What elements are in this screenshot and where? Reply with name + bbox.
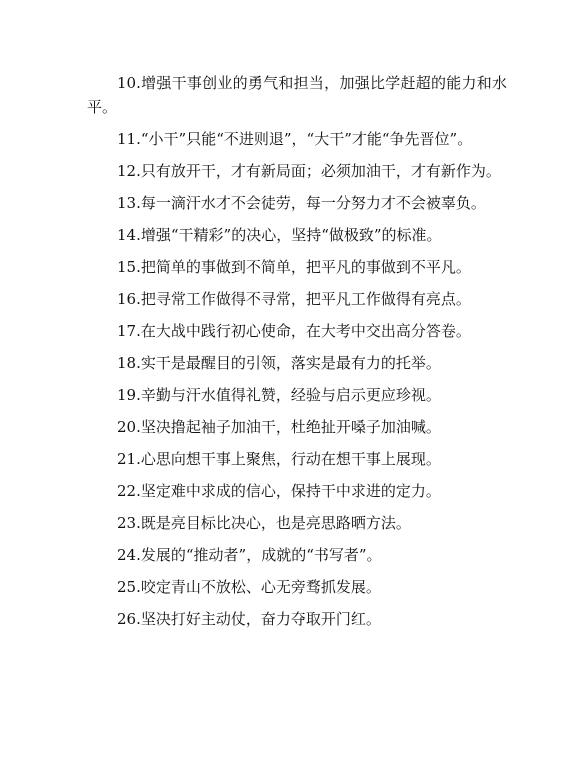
paragraph-26: 26.坚决打好主动仗，奋力夺取开门红。 [117,610,381,628]
paragraph-22: 22.坚定难中求成的信心，保持干中求进的定力。 [117,482,441,500]
paragraph-12: 12.只有放开干，才有新局面；必须加油干，才有新作为。 [117,162,501,180]
paragraph-13: 13.每一滴汗水才不会徒劳，每一分努力才不会被辜负。 [117,194,486,212]
paragraph-17: 17.在大战中践行初心使命，在大考中交出高分答卷。 [117,322,471,340]
paragraph-23: 23.既是亮目标比决心，也是亮思路晒方法。 [117,514,411,532]
paragraph-24: 24.发展的“推动者”，成就的“书写者”。 [117,546,382,564]
paragraph-11: 11.“小干”只能“不进则退”，“大干”才能“争先晋位”。 [117,130,473,148]
paragraph-20: 20.坚决撸起袖子加油干，杜绝扯开嗓子加油喊。 [117,418,441,436]
document-body [87,71,507,639]
paragraph-19: 19.辛勤与汗水值得礼赞，经验与启示更应珍视。 [117,386,441,404]
paragraph-10: 10.增强干事创业的勇气和担当，加强比学赶超的能力和水平。 [87,74,507,116]
paragraph-18: 18.实干是最醒目的引领，落实是最有力的托举。 [117,354,441,372]
paragraph-16: 16.把寻常工作做得不寻常，把平凡工作做得有亮点。 [117,290,471,308]
paragraph-14: 14.增强“干精彩”的决心，坚持“做极致”的标准。 [117,226,442,244]
paragraph-21: 21.心思向想干事上聚焦，行动在想干事上展现。 [117,450,441,468]
paragraph-25: 25.咬定青山不放松、心无旁骛抓发展。 [117,578,381,596]
paragraph-15: 15.把简单的事做到不简单，把平凡的事做到不平凡。 [117,258,471,276]
